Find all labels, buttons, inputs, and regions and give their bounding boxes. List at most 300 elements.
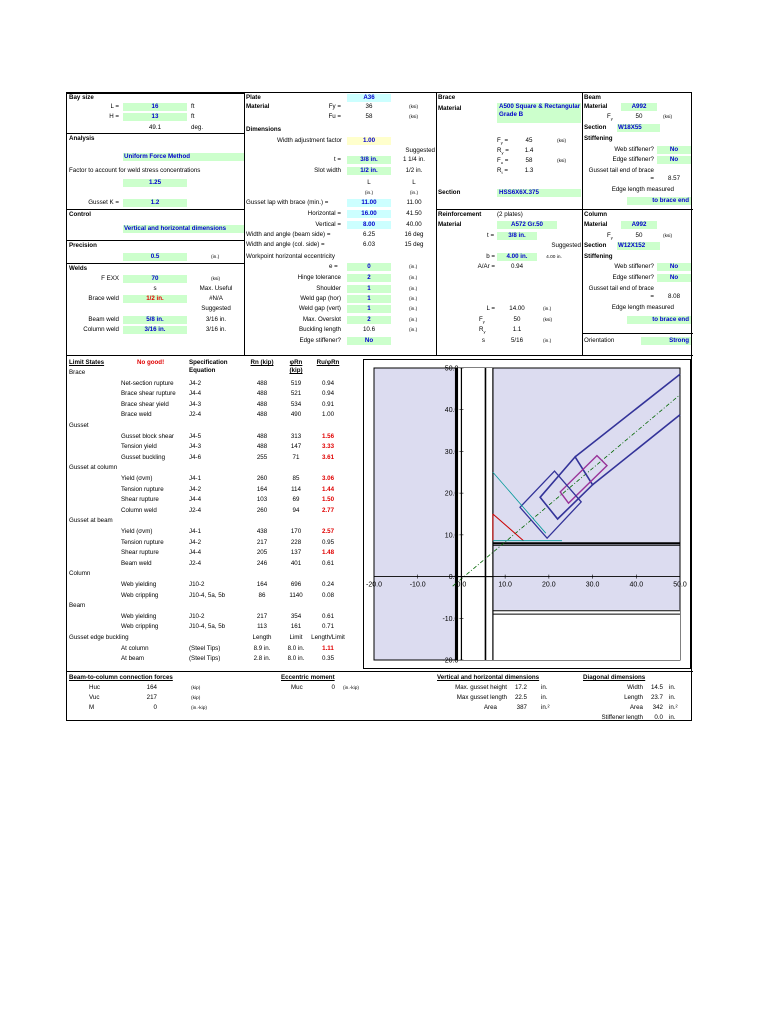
limit-row-name: Brace shear yield — [121, 401, 169, 408]
hinge-tol-input[interactable]: 2 — [347, 274, 391, 282]
factor-input[interactable]: 1.25 — [123, 179, 187, 187]
diag-length-unit: in. — [669, 694, 676, 701]
weld-gap-vert-label: Weld gap (vert) — [298, 305, 341, 312]
beam-edge-length-select[interactable]: to brace end — [627, 197, 691, 205]
max-overslot-input[interactable]: 2 — [347, 316, 391, 324]
diag-width-val: 14.5 — [650, 684, 663, 691]
limit-row-rn: 488 — [256, 443, 268, 450]
limit-row-ratio: 0.08 — [321, 592, 335, 599]
limit-row-rn: 217 — [256, 613, 268, 620]
slot-width-label: Slot width — [314, 167, 341, 174]
column-edge-length-select[interactable]: to brace end — [627, 316, 691, 324]
plate-title: Plate — [246, 94, 261, 101]
weld-gap-hor-input[interactable]: 1 — [347, 295, 391, 303]
limit-row-name: At beam — [121, 655, 145, 662]
limit-row-rn: 488 — [256, 390, 268, 397]
horizontal-sugg: 41.50 — [406, 210, 422, 217]
vhd-height-val: 17.2 — [514, 684, 527, 691]
force-v-unit: (kip) — [191, 696, 201, 701]
limit-row-name: Beam weld — [121, 560, 152, 567]
vhd-length-label: Max gusset length — [456, 694, 507, 701]
hinge-tol-label: Hinge tolerance — [297, 274, 341, 281]
beam-material-label: Material — [584, 103, 608, 110]
reinforcement-title: Reinforcement — [438, 211, 482, 218]
limit-row-equation: (Steel Tips) — [189, 655, 221, 662]
limit-row-name: Brace weld — [121, 411, 152, 418]
calculation-sheet — [66, 92, 692, 721]
brace-rt-label: $R_t$ = — [497, 167, 508, 176]
limit-row-ratio: 0.71 — [321, 623, 335, 630]
brace-section-select[interactable]: HSS6X6X.375 — [497, 189, 581, 197]
beam-edge-stiffener-label: Edge stiffener? — [612, 156, 654, 163]
reinf-t-input[interactable]: 3/8 in. — [497, 232, 537, 240]
limit-row-equation: J4-3 — [189, 401, 202, 408]
beam-section-label: Section — [584, 124, 607, 131]
width-adj-input[interactable]: 1.00 — [347, 137, 391, 145]
plate-t-sugg: 1 1/4 in. — [402, 156, 426, 163]
limit-row-ratio: 0.61 — [321, 560, 335, 567]
orientation-label: Orientation — [584, 337, 615, 344]
limit-row-rn: 103 — [256, 496, 268, 503]
diag-width-unit: in. — [669, 684, 676, 691]
limit-row-equation: J4-1 — [189, 475, 202, 482]
forces-title: Beam-to-column connection forces — [69, 674, 173, 681]
limit-row-phirn: 8.0 in. — [287, 645, 305, 652]
weld-sugg-header: Suggested — [201, 305, 231, 312]
vertical-sugg: 40.00 — [406, 221, 422, 228]
weld-s-header: s — [153, 285, 157, 292]
dimensions-title: Dimensions — [246, 126, 282, 133]
precision-title: Precision — [69, 242, 97, 249]
brace-material-label: Material — [438, 105, 462, 112]
force-v-val: 217 — [146, 694, 157, 701]
eccentric-title: Eccentric moment — [281, 674, 335, 681]
brace-title: Brace — [438, 94, 456, 101]
plate-material-label: Material — [246, 103, 270, 110]
limit-row-equation: J10-4, 5a, 5b — [189, 623, 226, 630]
beam-edge-length-label: Edge length measured — [611, 186, 674, 193]
edge-stiffener-select[interactable]: No — [347, 337, 391, 345]
bay-title: Bay size — [69, 94, 94, 101]
vhd-length-unit: in. — [541, 694, 548, 701]
limit-row-equation: J10-4, 5a, 5b — [189, 592, 226, 599]
limit-row-ratio: 3.61 — [321, 454, 335, 461]
precision-unit: (in.) — [211, 255, 220, 260]
beam-material-select[interactable]: A992 — [621, 103, 657, 111]
brace-L-unit: (in.) — [543, 307, 552, 312]
vhd-area-unit: in.² — [541, 704, 550, 711]
bay-angle: 49.1 — [148, 124, 162, 131]
column-fy-unit: (ksi) — [663, 234, 673, 239]
reinf-b-label: b = — [486, 253, 495, 260]
limit-row-phirn: 490 — [290, 411, 302, 418]
lap-label: Gusset lap with brace (min.) = — [246, 199, 329, 206]
width-angle-col-label: Width and angle (col. side) = — [246, 241, 325, 248]
limit-row-phirn: 114 — [291, 486, 301, 493]
limit-row-phirn: 534 — [290, 401, 302, 408]
y-tick-label: 10.0 — [444, 532, 459, 540]
x-tick-label: 0.0 — [456, 581, 467, 589]
plate-fu-unit: (ksi) — [409, 115, 419, 120]
limit-row-name: Web yielding — [121, 581, 157, 588]
limit-row-name: Brace shear rupture — [121, 390, 176, 397]
limit-row-phirn: 1140 — [289, 592, 303, 599]
limit-row-ratio: 1.11 — [322, 645, 334, 652]
limit-row-rn: 8.9 in. — [253, 645, 271, 652]
diag-stiffener-unit: in. — [669, 714, 676, 721]
bay-H-input[interactable]: 13 — [123, 113, 187, 121]
width-angle-beam-val: 6.25 — [362, 231, 376, 238]
limit-row-ratio: 3.33 — [321, 443, 335, 450]
limit-row-ratio: 1.44 — [321, 486, 335, 493]
brace-fy-unit: (ksi) — [557, 139, 567, 144]
column-fy-label: $F_y$ — [607, 232, 613, 241]
beam-weld-input[interactable]: 5/8 in. — [123, 316, 187, 324]
column-stiffening-title: Stiffening — [584, 253, 613, 260]
beam-web-stiffener-select[interactable]: No — [657, 146, 691, 154]
limit-row-rn: 255 — [256, 454, 268, 461]
x-tick-label: 10.0 — [498, 581, 512, 589]
weld-maxuse-header: Max. Useful — [199, 285, 233, 292]
brace-s-val: 5/16 — [510, 337, 524, 344]
shoulder-input[interactable]: 1 — [347, 285, 391, 293]
width-adj-label: Width adjustment factor — [277, 137, 342, 144]
gusset-k-input[interactable]: 1.2 — [123, 199, 187, 207]
lap-sugg: 11.00 — [406, 199, 422, 206]
limit-row-equation: J4-3 — [189, 443, 202, 450]
horizontal-input[interactable]: 16.00 — [347, 210, 391, 218]
fexx-unit: (ksi) — [211, 277, 221, 282]
force-v-label: Vuc — [89, 694, 100, 701]
beam-section-select[interactable]: W18X55 — [617, 124, 660, 132]
x-tick-label: 20.0 — [542, 581, 556, 589]
control-select[interactable]: Vertical and horizontal dimensions — [123, 225, 244, 233]
plate-t-input[interactable]: 3/8 in. — [347, 156, 391, 164]
status-no-good: No good! — [137, 359, 165, 366]
column-web-stiffener-label: Web stiffener? — [614, 263, 654, 270]
limit-row-ratio: 0.35 — [321, 655, 335, 662]
plate-in-header: (in.) — [364, 191, 374, 196]
diag-width-label: Width — [627, 684, 643, 691]
limit-row-rn: 205 — [256, 549, 268, 556]
brace-ry-label: $R_y$ = — [497, 147, 509, 156]
limit-row-ratio: 2.77 — [321, 507, 335, 514]
limit-row-equation: J10-2 — [189, 581, 205, 588]
column-weld-label: Column weld — [83, 326, 119, 333]
orientation-select[interactable]: Strong — [641, 337, 691, 345]
brace-fy: 45 — [525, 137, 533, 144]
limit-row-name: Yield (σvm) — [121, 528, 153, 535]
brace-fy-label: $F_y$ = — [497, 137, 509, 146]
brace-material-select[interactable]: A500 Square & Rectangular Grade B — [497, 103, 581, 123]
x-tick-label: 50.0 — [673, 581, 687, 589]
reinf-material-select[interactable]: A572 Gr.50 — [497, 221, 557, 229]
brace-L-label: L = — [486, 305, 495, 312]
limit-row-phirn: 313 — [290, 433, 302, 440]
plate-fy-unit: (ksi) — [409, 105, 419, 110]
plate-fu: 58 — [365, 113, 373, 120]
width-angle-col-val: 6.03 — [362, 241, 376, 248]
slot-width-input[interactable]: 1/2 in. — [347, 167, 391, 175]
reinf-t-label: t = — [487, 232, 495, 239]
weld-gap-vert-unit: (in.) — [409, 307, 418, 312]
limit-row-ratio: 0.91 — [321, 401, 335, 408]
beam-gusset-tail-val: 8.57 — [667, 175, 681, 182]
precision-input[interactable]: 0.5 — [123, 253, 187, 261]
brace-fu: 58 — [525, 157, 533, 164]
limit-row-phirn: 161 — [290, 623, 302, 630]
plate-L-header-2: L — [412, 179, 416, 186]
beam-web-stiffener-label: Web stiffener? — [614, 146, 654, 153]
beam-title: Beam — [584, 94, 601, 101]
limit-row-equation: J2-4 — [189, 507, 202, 514]
beam-edge-stiffener-select[interactable]: No — [657, 156, 691, 164]
area-ratio-val: 0.94 — [510, 263, 524, 270]
brace-section-label: Section — [438, 189, 461, 196]
plate-material-select[interactable]: A36 — [347, 94, 391, 102]
vhd-height-label: Max. gusset height — [455, 684, 507, 691]
limit-row-phirn: 170 — [290, 528, 302, 535]
limit-row-ratio: 2.57 — [321, 528, 335, 535]
workpoint-label: Workpoint horizontal eccentricity — [246, 253, 335, 260]
column-weld-input[interactable]: 3/16 in. — [123, 326, 187, 334]
limit-row-name: Tension rupture — [121, 486, 164, 493]
reinforcement-sub: (2 plates) — [497, 211, 523, 218]
analysis-title: Analysis — [69, 135, 95, 142]
limit-group-label: Gusset at beam — [69, 517, 113, 524]
vhd-height-unit: in. — [541, 684, 548, 691]
diag-length-val: 23.7 — [650, 694, 663, 701]
brace-rt: 1.3 — [524, 167, 534, 174]
control-title: Control — [69, 211, 91, 218]
brace-ry: 1.4 — [524, 147, 534, 154]
limit-row-rn: 246 — [256, 560, 268, 567]
column-edge-stiffener-select[interactable]: No — [657, 274, 691, 282]
column-region — [457, 368, 493, 660]
weld-gap-hor-label: Weld gap (hor) — [300, 295, 341, 302]
workpoint-input[interactable]: 0 — [347, 263, 391, 271]
vhd-title: Vertical and horizontal dimensions — [437, 674, 540, 681]
force-h-label: Huc — [89, 684, 101, 691]
bay-L-unit: ft — [191, 103, 195, 110]
brace-fu-unit: (ksi) — [557, 159, 567, 164]
limit-row-phirn: 354 — [290, 613, 302, 620]
fexx-label: F EXX — [101, 275, 119, 282]
limit-row-phirn: 401 — [290, 560, 302, 567]
limit-row-equation: J4-2 — [189, 380, 202, 387]
limit-row-equation: J4-2 — [189, 539, 202, 546]
plate-fy-label: Fy = — [328, 103, 341, 110]
limit-row-rn: 260 — [256, 507, 268, 514]
limit-row-rn: 488 — [256, 401, 268, 408]
diag-stiffener-val: 0.0 — [654, 714, 663, 721]
limit-row-phirn: 137 — [290, 549, 302, 556]
bay-angle-unit: deg. — [191, 124, 204, 131]
fexx-input[interactable]: 70 — [123, 275, 187, 283]
beam-fy-unit: (ksi) — [663, 115, 673, 120]
column-material-select[interactable]: A992 — [621, 221, 657, 229]
column-section-select[interactable]: W12X152 — [617, 242, 660, 250]
factor-label: Factor to account for weld stress concentrations — [69, 167, 201, 174]
force-m-val: 0 — [153, 704, 157, 711]
limit-row-phirn: 8.0 in. — [287, 655, 305, 662]
limit-row-name: Tension yield — [121, 443, 157, 450]
phirn-header: φRn (kip) — [289, 359, 303, 374]
limit-group-label: Gusset at column — [69, 464, 118, 471]
column-weld-max: 3/16 in. — [205, 326, 227, 333]
spec-eq-header: Specification Equation — [189, 359, 228, 374]
column-fy: 50 — [635, 232, 643, 239]
width-angle-col-deg: 15 deg — [404, 241, 424, 248]
limit-group-label: Brace — [69, 369, 86, 376]
limit-row-equation: J10-2 — [189, 613, 205, 620]
limit-row-name: Web crippling — [121, 592, 159, 599]
vertical-input[interactable]: 8.00 — [347, 221, 391, 229]
limit-row-name: Web yielding — [121, 613, 157, 620]
limit-row-phirn: 519 — [290, 380, 302, 387]
brace-L-val: 14.00 — [509, 305, 525, 312]
diag-area-unit: in.² — [669, 704, 678, 711]
bay-L-input[interactable]: 16 — [123, 103, 187, 111]
limit-row-name: Shear rupture — [121, 496, 159, 503]
force-m-label: M — [89, 704, 95, 711]
y-tick-label: 30.0 — [444, 448, 459, 456]
limit-row-rn: 260 — [256, 475, 268, 482]
analysis-method-select[interactable]: Uniform Force Method — [123, 153, 244, 161]
y-tick-label: 50.0 — [444, 365, 459, 373]
limit-row-rn: 488 — [256, 380, 268, 387]
brace-s-unit: (in.) — [543, 339, 552, 344]
beam-stiffening-title: Stiffening — [584, 135, 613, 142]
brace-fy2-unit: (ksi) — [543, 318, 553, 323]
eccentric-m-label: Muc — [291, 684, 303, 691]
vertical-label: Vertical = — [315, 221, 341, 228]
diag-area-val: 342 — [652, 704, 663, 711]
limit-row-rn: Length — [252, 634, 272, 641]
plate-L-header: L — [367, 179, 371, 186]
beam-weld-max: 3/16 in. — [205, 316, 227, 323]
force-h-val: 164 — [146, 684, 157, 691]
limit-row-equation: J4-4 — [189, 496, 202, 503]
column-edge-length-label: Edge length measured — [611, 304, 674, 311]
column-web-stiffener-select[interactable]: No — [657, 263, 691, 271]
x-tick-label: -10.0 — [409, 581, 426, 589]
limit-row-ratio: 0.95 — [321, 539, 335, 546]
width-angle-beam-label: Width and angle (beam side) = — [246, 231, 331, 238]
plate-in-header-2: (in.) — [409, 191, 419, 196]
bay-H-label: H = — [109, 113, 119, 120]
limit-row-phirn: 228 — [290, 539, 302, 546]
limit-row-equation: J2-4 — [189, 560, 202, 567]
plate-fu-label: Fu = — [328, 113, 341, 120]
reinf-b-sugg: 4.00 in. — [546, 255, 562, 260]
force-h-unit: (kip) — [191, 686, 201, 691]
limit-group-label: Gusset edge buckling — [69, 634, 129, 641]
reinf-b-input[interactable]: 4.00 in. — [497, 253, 537, 261]
limit-row-rn: 438 — [256, 528, 268, 535]
column-material-label: Material — [584, 221, 608, 228]
column-title: Column — [584, 211, 608, 218]
force-m-unit: (in.-kip) — [191, 706, 207, 711]
ratio-header: Ru/φRn — [316, 359, 340, 366]
brace-weld-input[interactable]: 1/2 in. — [123, 295, 187, 303]
area-ratio-label: A/Ar = — [477, 263, 495, 270]
slot-width-sugg: 1/2 in. — [405, 167, 423, 174]
hinge-tol-unit: (in.) — [409, 276, 418, 281]
plate-fy: 36 — [365, 103, 373, 110]
limit-group-label: Column — [69, 570, 91, 577]
brace-fy2: 50 — [513, 316, 521, 323]
column-gusset-tail-label: Gusset tail end of brace = — [588, 285, 654, 300]
limit-row-phirn: 69 — [292, 496, 300, 503]
shoulder-label: Shoulder — [316, 285, 341, 292]
limit-row-name: Shear rupture — [121, 549, 159, 556]
bay-H-unit: ft — [191, 113, 195, 120]
weld-gap-hor-unit: (in.) — [409, 297, 418, 302]
vhd-area-val: 387 — [516, 704, 527, 711]
edge-stiffener-label: Edge stiffener? — [299, 337, 341, 344]
limit-row-rn: 488 — [256, 411, 268, 418]
rn-header: Rn (kip) — [250, 359, 274, 366]
brace-ry2-label: $R_y$ — [479, 326, 486, 335]
y-tick-label: 40.0 — [444, 407, 459, 415]
limit-row-ratio: Length/Limit — [311, 634, 345, 641]
bay-L-label: L = — [110, 103, 119, 110]
vhd-length-val: 22.5 — [514, 694, 527, 701]
reinf-sugg-header: Suggested — [551, 242, 581, 249]
reinf-material-label: Material — [438, 221, 462, 228]
limit-row-ratio: 1.48 — [321, 549, 335, 556]
column-gusset-tail-val: 8.08 — [667, 293, 681, 300]
limit-row-name: Web crippling — [121, 623, 159, 630]
brace-weld-label: Brace weld — [88, 295, 119, 302]
weld-gap-vert-input[interactable]: 1 — [347, 305, 391, 313]
limit-row-phirn: Limit — [289, 634, 303, 641]
limit-row-rn: 164 — [256, 581, 268, 588]
brace-fu-label: $F_u$ = — [497, 157, 509, 166]
brace-weld-max: #N/A — [209, 295, 223, 302]
workpoint-symbol: e = — [329, 263, 338, 270]
workpoint-unit: (in.) — [409, 265, 418, 270]
shoulder-unit: (in.) — [409, 287, 418, 292]
x-tick-label: -20.0 — [366, 581, 382, 589]
limit-row-equation: J4-4 — [189, 390, 202, 397]
limit-row-rn: 217 — [256, 539, 268, 546]
beam-gusset-tail-label: Gusset tail end of brace = — [588, 167, 654, 182]
limit-row-equation: J2-4 — [189, 411, 202, 418]
diag-stiffener-label: Stiffener length — [601, 714, 643, 721]
eccentric-m-unit: (in.-kip) — [343, 686, 359, 691]
beam-weld-label: Beam weld — [88, 316, 119, 323]
brace-ry2: 1.1 — [512, 326, 522, 333]
vhd-area-label: Area — [483, 704, 497, 711]
limit-group-label: Gusset — [69, 422, 89, 429]
limit-row-equation: J4-4 — [189, 549, 202, 556]
limit-row-phirn: 147 — [290, 443, 302, 450]
limit-group-label: Beam — [69, 602, 86, 609]
limit-row-rn: 86 — [258, 592, 266, 599]
limit-row-ratio: 1.56 — [321, 433, 335, 440]
lap-input[interactable]: 11.00 — [347, 199, 391, 207]
limit-row-name: Column weld — [121, 507, 157, 514]
limit-row-phirn: 71 — [292, 454, 300, 461]
limit-row-ratio: 0.61 — [321, 613, 335, 620]
beam-fy: 50 — [635, 113, 643, 120]
horizontal-label: Horizontal = — [307, 210, 341, 217]
limit-row-equation: (Steel Tips) — [189, 645, 221, 652]
brace-s-label: s — [481, 337, 485, 344]
gusset-k-label: Gusset K = — [88, 199, 119, 206]
